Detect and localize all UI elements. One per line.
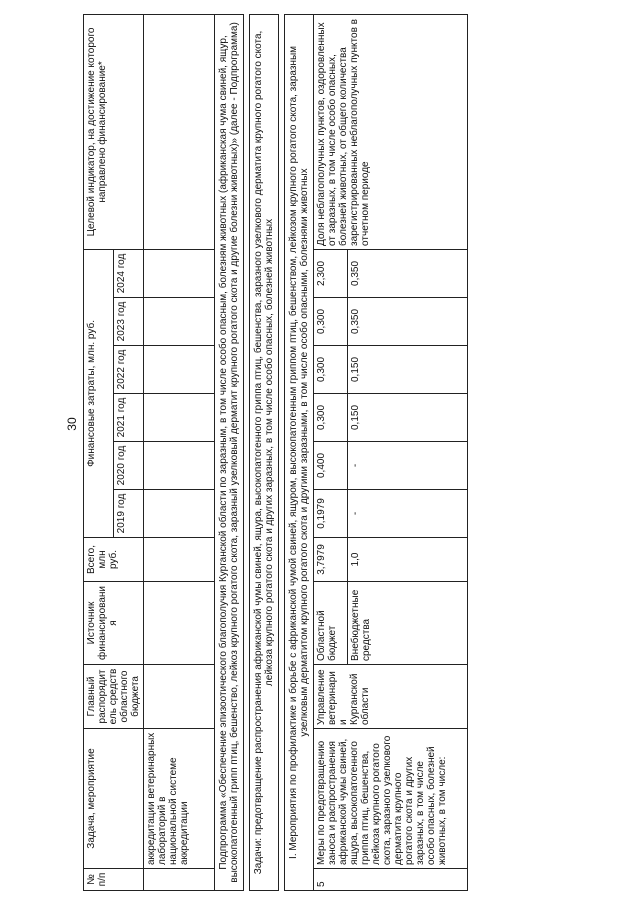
source-total: 3,7979 [314, 538, 348, 582]
header-row [84, 14, 114, 890]
subprogram-title: Подпрограмма «Обеспечение эпизоотического благополучия Курганской области по заразным, в том числе особо опасным, болезням животных (африканская чума свиней, ящур, высокопатогенный грипп птиц, бешенство, лейкоз крупного рогатого скота, заразный узелковый дерматит крупного рогатого скота и другие болезни животных)» (далее - Подпрограмма) [215, 14, 244, 890]
value-cell: - [348, 442, 468, 490]
table-row [144, 14, 215, 890]
value-cell: 0,400 [314, 442, 348, 490]
value-cell: 0,1979 [314, 490, 348, 538]
header-costs: Финансовые затраты, млн. руб. [84, 249, 114, 537]
value-cell: 0,350 [348, 249, 468, 297]
subprogram-row [215, 14, 244, 890]
value-cell: 0,150 [348, 394, 468, 442]
source-total: 1,0 [348, 538, 468, 582]
task-title: Задачи: предотвращение распространения африканской чумы свиней, ящура, высокопатогенного гриппа птиц, бешенства, заразного узелкового дерматита крупного рогатого скота, лейкоза крупного рогатого скота и других заразных, в том числе особо опасных, болезней животных [250, 14, 279, 890]
table-row [314, 14, 348, 890]
value-cell: 0,300 [314, 298, 348, 346]
value-cell: 0,300 [314, 346, 348, 394]
header-manager: Главный распорядитель средств областного бюджета [84, 665, 144, 729]
header-total: Всего, млн руб. [84, 538, 144, 582]
landscape-sheet [83, 15, 638, 891]
header-year-2022: 2022 год [114, 346, 144, 394]
row5-indicator: Доля неблагополучных пунктов, оздоровленных от заразных, в том числе особо опасных, болезней животных, от общего количества зарегистрированных неблагополучных пунктов в отчетном периоде [314, 14, 468, 249]
page-number: 30 [65, 417, 79, 431]
measures-title: I. Мероприятия по профилактике и борьбе с африканской чумой свиней, ящуром, высокопатогенным гриппом птиц, бешенством, лейкозом крупного рогатого скота, заразным узелковым дерматитом крупного рогатого скота и другими заразными, в том числе особо опасными, болезнями животных [285, 14, 314, 890]
header-source: Источник финансирования [84, 582, 144, 665]
header-num: № п/п [84, 869, 144, 891]
header-year-2024: 2024 год [114, 249, 144, 297]
header-indicator: Целевой индикатор, на достижение которого направлено финансирование* [84, 14, 144, 249]
header-year-2023: 2023 год [114, 298, 144, 346]
value-cell: - [348, 490, 468, 538]
value-cell: 0,300 [314, 394, 348, 442]
row5-manager: Управление ветеринарии Курганской области [314, 665, 468, 729]
task-row [250, 14, 279, 890]
row5-task: Меры по предотвращению заноса и распространения африканской чумы свиней, ящура, высокопатогенного гриппа птиц, бешенства, лейкоза крупного рогатого скота, заразного узелкового дерматита крупного рогатого скота и других заразных, в том числе особо опасных, болезней животных, в том числе: [314, 729, 468, 869]
header-year-2020: 2020 год [114, 442, 144, 490]
value-cell: 2,300 [314, 249, 348, 297]
header-year-2021: 2021 год [114, 394, 144, 442]
prev-row-task: аккредитации ветеринарных лабораторий в национальной системе аккредитации [144, 729, 215, 869]
source-name: Внебюджетные средства [348, 582, 468, 665]
financing-table [83, 14, 468, 891]
value-cell: 0,350 [348, 298, 468, 346]
header-task: Задача, мероприятие [84, 729, 144, 869]
prev-row-num [144, 869, 215, 891]
measures-row [285, 14, 314, 890]
header-year-2019: 2019 год [114, 490, 144, 538]
source-name: Областной бюджет [314, 582, 348, 665]
value-cell: 0,150 [348, 346, 468, 394]
row5-num: 5 [314, 869, 468, 891]
